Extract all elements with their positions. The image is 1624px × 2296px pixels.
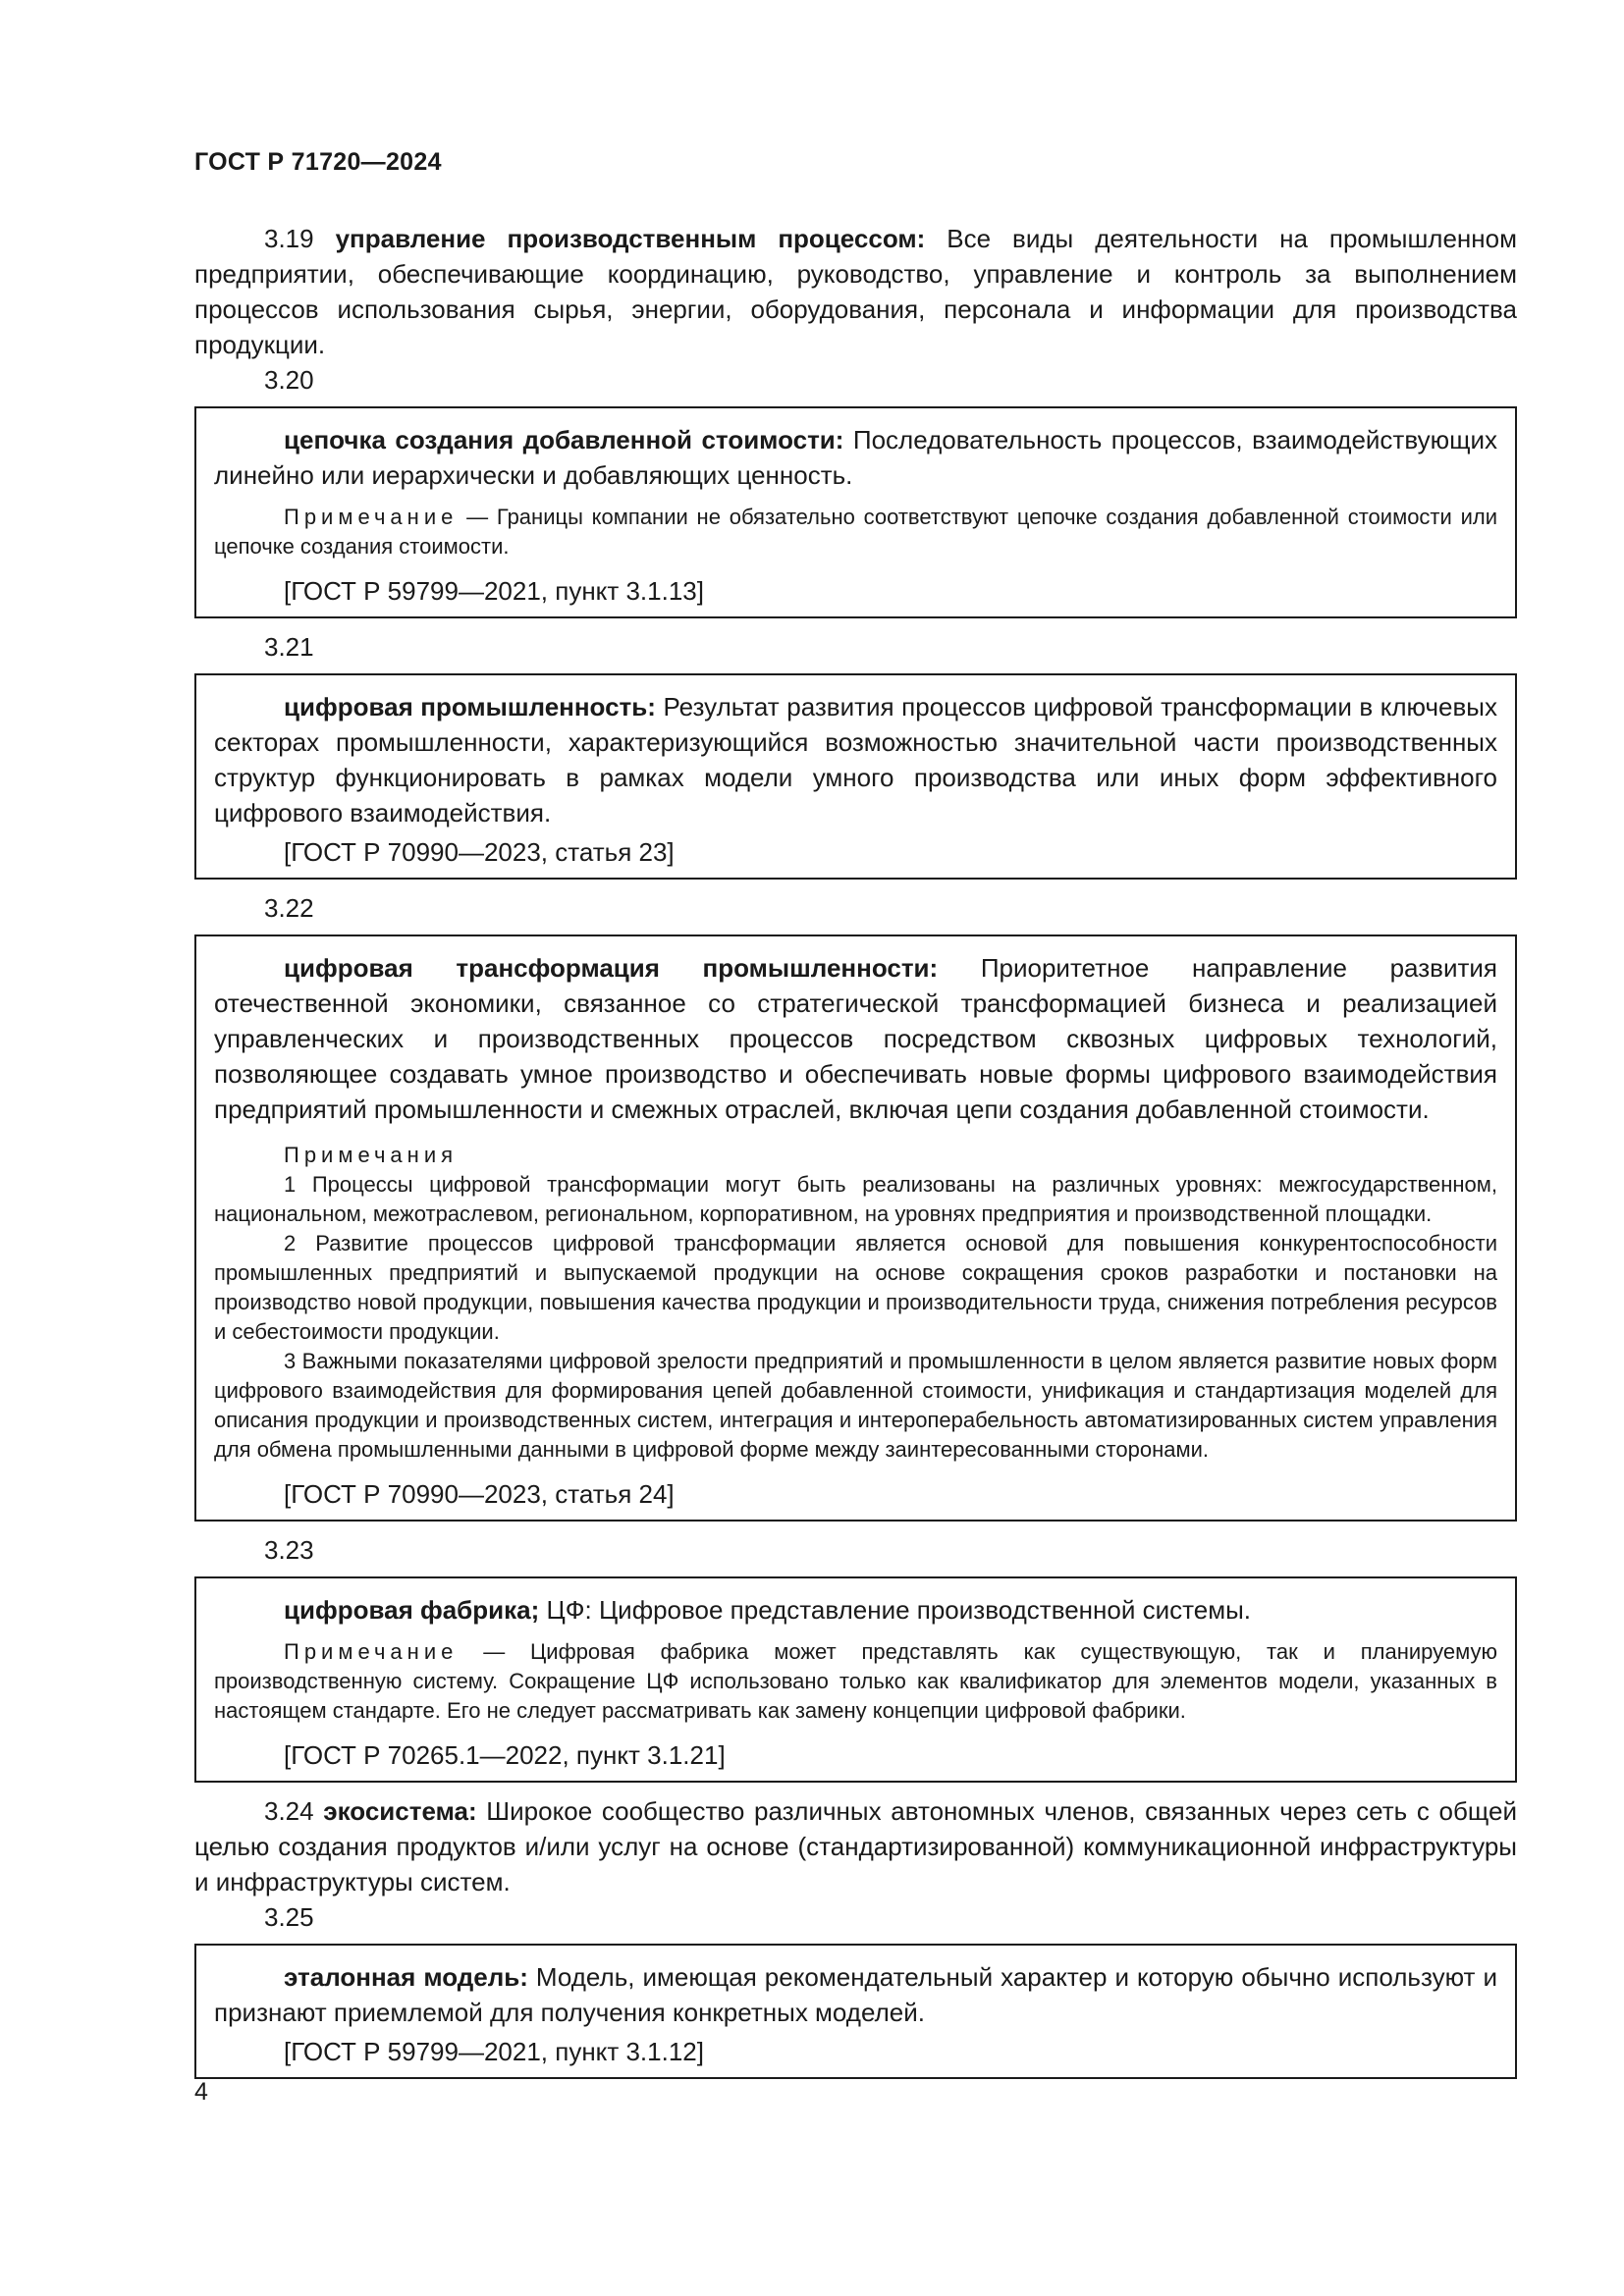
source-reference: [ГОСТ Р 59799—2021, пункт 3.1.13]	[284, 576, 704, 606]
note	[214, 503, 1497, 561]
term-box-3-23	[194, 1576, 1517, 1783]
entry-3-19	[194, 221, 1517, 362]
term-box-3-22	[194, 934, 1517, 1522]
term-box-3-25	[194, 1944, 1517, 2079]
entry-number: 3.22	[264, 893, 314, 923]
abbreviation: ЦФ:	[546, 1595, 592, 1625]
note-text: — Границы компании не обязательно соответствуют цепочке создания добавленной стоимости или цепочке создания стоимости.	[214, 505, 1497, 559]
note-2: 2 Развитие процессов цифровой трансформации является основой для повышения конкурентоспособности промышленных предприятий и выпускаемой продукции на основе сокращения сроков разработки и постановки на производство новой продукции, повышения качества продукции и производительности труда, снижения потребления ресурсов и себестоимости продукции.	[214, 1231, 1497, 1344]
entry-number: 3.25	[264, 1902, 314, 1932]
term: эталонная модель:	[284, 1962, 528, 1992]
term-box-3-20	[194, 406, 1517, 618]
definition: Последовательность процессов, взаимодействующих линейно или иерархически и добавляющих ценность.	[214, 425, 1497, 490]
note-3: 3 Важными показателями цифровой зрелости предприятий и промышленности в целом является развитие новых форм цифрового взаимодействия для формирования цепей добавленной стоимости, унификация и стандартизация моделей для описания продукции и производственных систем, интеграция и интероперабельность автоматизированных систем управления для обмена промышленными данными в цифровой форме между заинтересованными сторонами.	[214, 1349, 1497, 1462]
note-text: — Цифровая фабрика может представлять как существующую, так и планируемую производственную систему. Сокращение ЦФ использовано только как квалификатор для элементов модели, указанных в настоящем стандарте. Его не следует рассматривать как замену концепции цифровой фабрики.	[214, 1639, 1497, 1723]
source-reference: [ГОСТ Р 70990—2023, статья 23]	[284, 837, 675, 867]
term: экосистема:	[323, 1796, 477, 1826]
entry-number: 3.23	[264, 1535, 314, 1565]
term-box-3-21	[194, 673, 1517, 880]
definition: Все виды деятельности на промышленном предприятии, обеспечивающие координацию, руководство, управление и контроль за выполнением процессов использования сырья, энергии, оборудования, персонала и информации для производства продукции.	[194, 224, 1517, 359]
definition: Широкое сообщество различных автономных членов, связанных через сеть с общей целью создания продуктов и/или услуг на основе (стандартизированной) коммуникационной инфраструктуры и инфраструктуры систем.	[194, 1796, 1517, 1896]
entry-number: 3.19	[264, 224, 314, 253]
term: цифровая фабрика;	[284, 1595, 540, 1625]
definition: Результат развития процессов цифровой трансформации в ключевых секторах промышленности, характеризующийся возможностью значительной части производственных структур функционировать в рамках модели умного производства или иных форм эффективного цифрового взаимодействия.	[214, 692, 1497, 828]
page-content	[194, 221, 1517, 2090]
entry-number: 3.21	[264, 632, 314, 662]
document-header: ГОСТ Р 71720—2024	[194, 148, 442, 176]
source-reference: [ГОСТ Р 70990—2023, статья 24]	[284, 1479, 675, 1509]
note-label: Примечание	[284, 1639, 459, 1664]
term: цифровая трансформация промышленности:	[284, 953, 939, 983]
entry-number: 3.20	[264, 365, 314, 395]
note-1: 1 Процессы цифровой трансформации могут быть реализованы на различных уровнях: межгосударственном, национальном, межотраслевом, региональном, корпоративном, на уровнях предприятия и производственной площадки.	[214, 1172, 1497, 1226]
term: управление производственным процессом:	[335, 224, 926, 253]
entry-number: 3.24	[264, 1796, 314, 1826]
notes-title: Примечания	[284, 1143, 459, 1167]
definition: Цифровое представление производственной системы.	[598, 1595, 1251, 1625]
term: цифровая промышленность:	[284, 692, 656, 721]
definition: Приоритетное направление развития отечественной экономики, связанное со стратегической трансформацией бизнеса и реализацией управленческих и производственных процессов посредством сквозных цифровых технологий, позволяющее создавать умное производство и обеспечивать новые формы цифрового взаимодействия предприятий промышленности и смежных отраслей, включая цепи создания добавленной стоимости.	[214, 953, 1497, 1124]
source-reference: [ГОСТ Р 70265.1—2022, пункт 3.1.21]	[284, 1740, 726, 1770]
note-label: Примечание	[284, 505, 459, 529]
definition: Модель, имеющая рекомендательный характер и которую обычно используют и признают приемлемой для получения конкретных моделей.	[214, 1962, 1497, 2027]
entry-3-24	[194, 1793, 1517, 1899]
source-reference: [ГОСТ Р 59799—2021, пункт 3.1.12]	[284, 2037, 704, 2066]
page-number: 4	[194, 2078, 208, 2106]
note	[214, 1637, 1497, 1726]
term: цепочка создания добавленной стоимости:	[284, 425, 844, 454]
